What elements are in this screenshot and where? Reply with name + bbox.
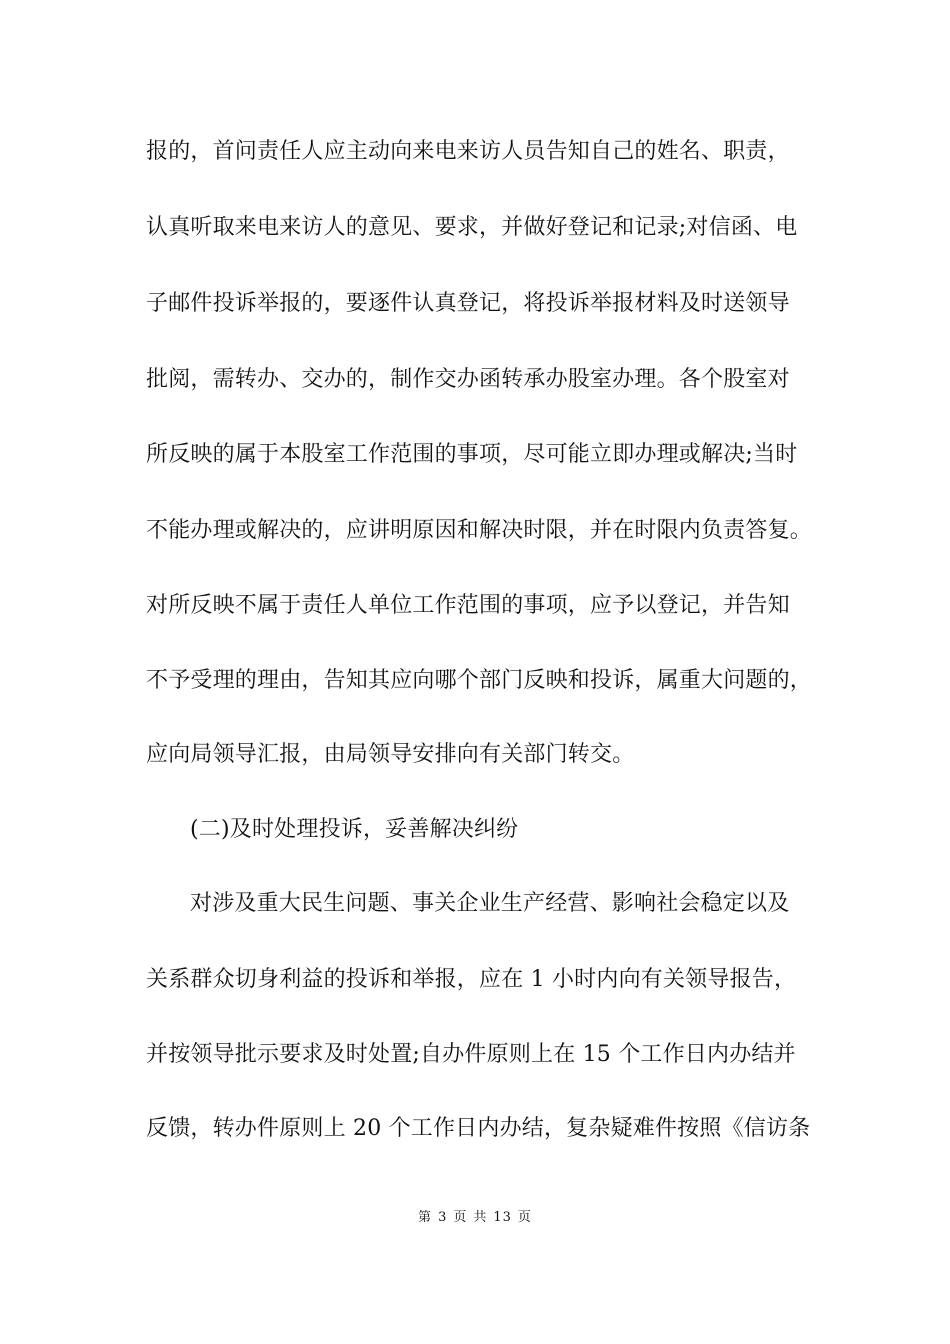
body-line: 认真听取来电来访人的意见、要求，并做好登记和记录;对信函、电 (146, 215, 798, 240)
page-label-prefix: 第 (418, 1210, 433, 1225)
section-heading: (二)及时处理投诉，妥善解决纠纷 (190, 817, 519, 842)
body-line: 对所反映不属于责任人单位工作范围的事项，应予以登记，并告知 (146, 593, 790, 618)
body-line: 应向局领导汇报，由局领导安排向有关部门转交。 (146, 742, 635, 767)
total-pages-number: 13 (493, 1210, 512, 1225)
current-page-number: 3 (438, 1210, 448, 1225)
body-line: 子邮件投诉举报的，要逐件认真登记，将投诉举报材料及时送领导 (146, 291, 790, 316)
body-line: 反馈，转办件原则上 20 个工作日内办结，复杂疑难件按照《信访条 (146, 1116, 811, 1141)
body-line: 批阅，需转办、交办的，制作交办函转承办股室办理。各个股室对 (146, 367, 790, 392)
page-footer (0, 1209, 950, 1227)
page-label-suffix: 页 (517, 1210, 532, 1225)
body-line: 关系群众切身利益的投诉和举报，应在 1 小时内向有关领导报告， (146, 967, 797, 992)
body-line: 不予受理的理由，告知其应向哪个部门反映和投诉，属重大问题的， (146, 668, 813, 693)
body-line: 所反映的属于本股室工作范围的事项，尽可能立即办理或解决;当时 (146, 442, 798, 467)
body-line: 对涉及重大民生问题、事关企业生产经营、影响社会稳定以及 (190, 891, 790, 916)
body-line: 报的，首问责任人应主动向来电来访人员告知自己的姓名、职责， (146, 139, 790, 164)
page-label-mid1: 页 (453, 1210, 468, 1225)
body-line: 不能办理或解决的，应讲明原因和解决时限，并在时限内负责答复。 (146, 518, 813, 543)
body-line: 并按领导批示要求及时处置;自办件原则上在 15 个工作日内办结并 (146, 1042, 796, 1067)
page-label-mid2: 共 (473, 1210, 488, 1225)
